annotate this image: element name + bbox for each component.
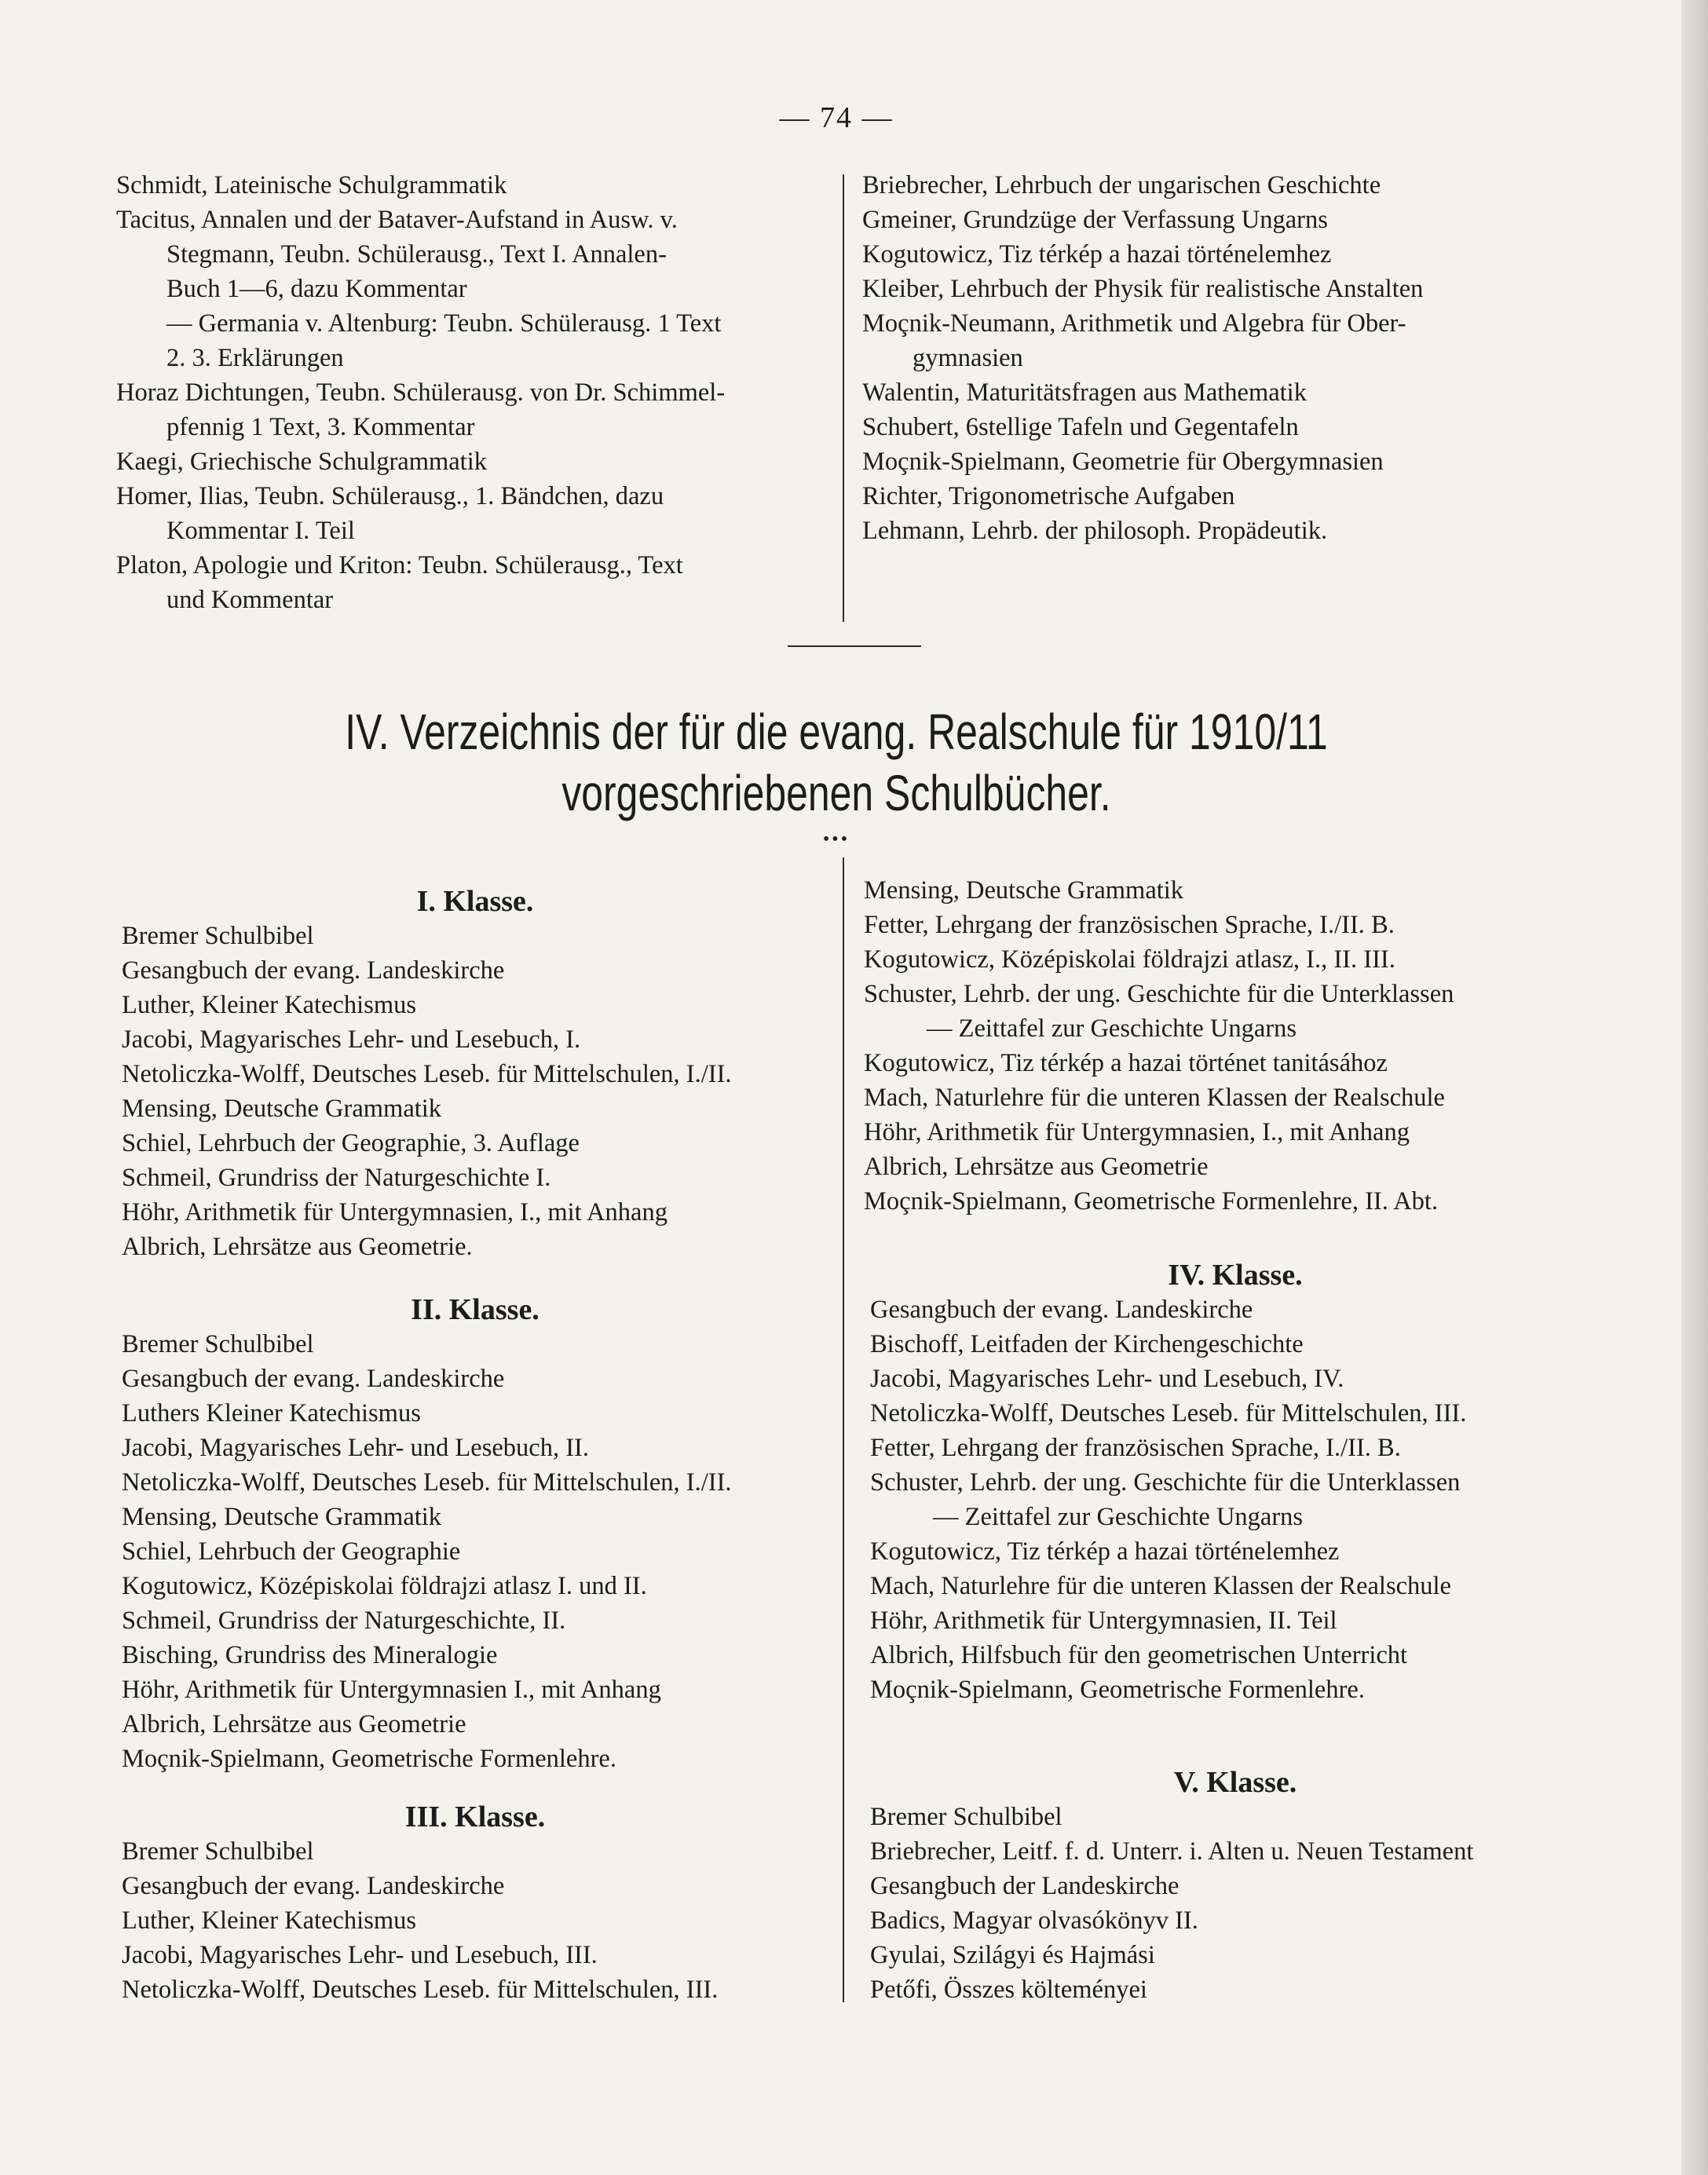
list-item: Horaz Dichtungen, Teubn. Schülerausg. von Dr. Schimmel- bbox=[116, 378, 726, 407]
list-item: Homer, Ilias, Teubn. Schülerausg., 1. Bändchen, dazu bbox=[116, 482, 664, 510]
klasse-3-continued bbox=[864, 873, 1594, 1219]
top-left-list bbox=[116, 168, 823, 617]
list-item: Luthers Kleiner Katechismus bbox=[122, 1399, 421, 1427]
list-item: Kogutowicz, Tiz térkép a hazai történelemhez bbox=[862, 240, 1332, 269]
list-item: Bremer Schulbibel bbox=[870, 1803, 1062, 1831]
klasse-4-section bbox=[870, 1258, 1600, 1707]
main-heading-line2: vorgeschriebenen Schulbücher. bbox=[561, 765, 1111, 821]
klasse-3-title: III. Klasse. bbox=[404, 1800, 546, 1833]
list-item: Jacobi, Magyarisches Lehr- und Lesebuch, II. bbox=[122, 1434, 589, 1462]
list-item: Bremer Schulbibel bbox=[122, 1330, 314, 1358]
list-item: Gyulai, Szilágyi és Hajmási bbox=[870, 1941, 1155, 1969]
list-item: Gesangbuch der evang. Landeskirche bbox=[870, 1296, 1253, 1324]
page-number: — 74 — bbox=[779, 101, 894, 134]
list-item: Schuster, Lehrb. der ung. Geschichte für die Unterklassen bbox=[870, 1468, 1461, 1497]
list-item: Briebrecher, Lehrbuch der ungarischen Geschichte bbox=[862, 171, 1381, 199]
klasse-5-section bbox=[870, 1765, 1600, 2007]
list-item: Kommentar I. Teil bbox=[166, 517, 355, 545]
klasse-5-title: V. Klasse. bbox=[1173, 1766, 1297, 1799]
list-item: und Kommentar bbox=[166, 586, 334, 614]
list-item: Netoliczka-Wolff, Deutsches Leseb. für Mittelschulen, I./II. bbox=[122, 1468, 732, 1497]
list-item: pfennig 1 Text, 3. Kommentar bbox=[166, 413, 475, 441]
list-item: Tacitus, Annalen und der Bataver-Aufstand in Ausw. v. bbox=[116, 206, 678, 234]
list-item: Schmidt, Lateinische Schulgrammatik bbox=[116, 171, 507, 199]
list-item: Luther, Kleiner Katechismus bbox=[122, 1906, 417, 1935]
list-item: Bremer Schulbibel bbox=[122, 922, 314, 950]
list-item: Gesangbuch der evang. Landeskirche bbox=[122, 1872, 505, 1900]
list-item: Kogutowicz, Középiskolai földrajzi atlasz I. und II. bbox=[122, 1572, 647, 1600]
list-item: Albrich, Lehrsätze aus Geometrie. bbox=[122, 1233, 473, 1261]
list-item: Gesangbuch der evang. Landeskirche bbox=[122, 956, 505, 985]
list-item: Gmeiner, Grundzüge der Verfassung Ungarns bbox=[862, 206, 1328, 234]
list-item: 2. 3. Erklärungen bbox=[166, 344, 344, 372]
main-heading-line1: IV. Verzeichnis der für die evang. Realschule für 1910/11 bbox=[345, 704, 1328, 760]
heading-ornament: ••• bbox=[822, 829, 850, 850]
list-item: Moçnik-Neumann, Arithmetik und Algebra für Ober- bbox=[862, 309, 1406, 338]
klasse-1-section bbox=[122, 884, 828, 1264]
list-item: Moçnik-Spielmann, Geometrie für Obergymnasien bbox=[862, 448, 1384, 476]
list-item: Höhr, Arithmetik für Untergymnasien, I., mit Anhang bbox=[122, 1198, 667, 1226]
list-item: Gesangbuch der evang. Landeskirche bbox=[122, 1365, 505, 1393]
list-item: Richter, Trigonometrische Aufgaben bbox=[862, 482, 1235, 510]
list-item: Netoliczka-Wolff, Deutsches Leseb. für Mittelschulen, III. bbox=[122, 1976, 719, 2004]
list-item: Mensing, Deutsche Grammatik bbox=[864, 876, 1184, 905]
list-item: Höhr, Arithmetik für Untergymnasien, II. Teil bbox=[870, 1607, 1337, 1635]
list-item: Jacobi, Magyarisches Lehr- und Lesebuch, III. bbox=[122, 1941, 598, 1969]
list-item: Fetter, Lehrgang der französischen Sprache, I./II. B. bbox=[870, 1434, 1401, 1462]
list-item: Jacobi, Magyarisches Lehr- und Lesebuch, I. bbox=[122, 1025, 581, 1054]
klasse-3-section bbox=[122, 1800, 828, 2007]
list-item: Schuster, Lehrb. der ung. Geschichte für die Unterklassen bbox=[864, 980, 1454, 1008]
list-item: Lehmann, Lehrb. der philosoph. Propädeutik. bbox=[862, 517, 1328, 545]
list-item: Höhr, Arithmetik für Untergymnasien I., mit Anhang bbox=[122, 1676, 661, 1704]
list-item: — Germania v. Altenburg: Teubn. Schülerausg. 1 Text bbox=[166, 309, 722, 338]
column-divider-top bbox=[843, 174, 844, 622]
list-item: Buch 1—6, dazu Kommentar bbox=[166, 275, 467, 303]
list-item: Platon, Apologie und Kriton: Teubn. Schülerausg., Text bbox=[116, 551, 683, 579]
list-item: Schmeil, Grundriss der Naturgeschichte, II. bbox=[122, 1607, 566, 1635]
list-item: Stegmann, Teubn. Schülerausg., Text I. Annalen- bbox=[166, 240, 667, 269]
list-item: Netoliczka-Wolff, Deutsches Leseb. für Mittelschulen, III. bbox=[870, 1399, 1467, 1427]
list-item: Fetter, Lehrgang der französischen Sprache, I./II. B. bbox=[864, 911, 1395, 939]
list-item: — Zeittafel zur Geschichte Ungarns bbox=[933, 1503, 1304, 1531]
list-item: Mensing, Deutsche Grammatik bbox=[122, 1503, 442, 1531]
list-item: Albrich, Lehrsätze aus Geometrie bbox=[122, 1710, 466, 1738]
list-item: Bremer Schulbibel bbox=[122, 1837, 314, 1866]
list-item: Schiel, Lehrbuch der Geographie, 3. Auflage bbox=[122, 1129, 580, 1157]
section-rule bbox=[788, 645, 921, 647]
list-item: Mensing, Deutsche Grammatik bbox=[122, 1095, 442, 1123]
page-edge bbox=[1681, 0, 1708, 2175]
list-item: Gesangbuch der Landeskirche bbox=[870, 1872, 1180, 1900]
list-item: Kogutowicz, Tiz térkép a hazai történet tanitásához bbox=[864, 1049, 1388, 1077]
column-divider-bottom bbox=[843, 857, 844, 2002]
list-item: Kogutowicz, Középiskolai földrajzi atlasz, I., II. III. bbox=[864, 945, 1395, 974]
list-item: Walentin, Maturitätsfragen aus Mathematik bbox=[862, 378, 1307, 407]
klasse-2-section bbox=[122, 1292, 828, 1776]
list-item: Kleiber, Lehrbuch der Physik für realistische Anstalten bbox=[862, 275, 1424, 303]
list-item: Moçnik-Spielmann, Geometrische Formenlehre. bbox=[870, 1676, 1365, 1704]
list-item: Schubert, 6stellige Tafeln und Gegentafeln bbox=[862, 413, 1299, 441]
list-item: Bisching, Grundriss des Mineralogie bbox=[122, 1641, 498, 1669]
list-item: Mach, Naturlehre für die unteren Klassen der Realschule bbox=[864, 1084, 1445, 1112]
list-item: — Zeittafel zur Geschichte Ungarns bbox=[927, 1014, 1297, 1043]
list-item: gymnasien bbox=[913, 344, 1023, 372]
klasse-4-title: IV. Klasse. bbox=[1168, 1259, 1303, 1292]
list-item: Netoliczka-Wolff, Deutsches Leseb. für Mittelschulen, I./II. bbox=[122, 1060, 732, 1088]
top-right-list bbox=[862, 168, 1593, 548]
list-item: Bischoff, Leitfaden der Kirchengeschichte bbox=[870, 1330, 1304, 1358]
list-item: Petőfi, Összes költeményei bbox=[870, 1976, 1147, 2004]
list-item: Kaegi, Griechische Schulgrammatik bbox=[116, 448, 487, 476]
list-item: Jacobi, Magyarisches Lehr- und Lesebuch, IV. bbox=[870, 1365, 1344, 1393]
list-item: Albrich, Lehrsätze aus Geometrie bbox=[864, 1153, 1209, 1181]
list-item: Kogutowicz, Tiz térkép a hazai történelemhez bbox=[870, 1537, 1340, 1566]
list-item: Badics, Magyar olvasókönyv II. bbox=[870, 1906, 1198, 1935]
list-item: Luther, Kleiner Katechismus bbox=[122, 991, 417, 1019]
list-item: Moçnik-Spielmann, Geometrische Formenlehre. bbox=[122, 1745, 616, 1773]
list-item: Mach, Naturlehre für die unteren Klassen der Realschule bbox=[870, 1572, 1451, 1600]
list-item: Höhr, Arithmetik für Untergymnasien, I., mit Anhang bbox=[864, 1118, 1410, 1146]
list-item: Schiel, Lehrbuch der Geographie bbox=[122, 1537, 461, 1566]
list-item: Moçnik-Spielmann, Geometrische Formenlehre, II. Abt. bbox=[864, 1187, 1439, 1215]
list-item: Schmeil, Grundriss der Naturgeschichte I. bbox=[122, 1164, 551, 1192]
klasse-2-title: II. Klasse. bbox=[411, 1293, 539, 1326]
list-item: Briebrecher, Leitf. f. d. Unterr. i. Alten u. Neuen Testament bbox=[870, 1837, 1474, 1866]
klasse-1-title: I. Klasse. bbox=[416, 885, 534, 918]
list-item: Albrich, Hilfsbuch für den geometrischen Unterricht bbox=[870, 1641, 1408, 1669]
